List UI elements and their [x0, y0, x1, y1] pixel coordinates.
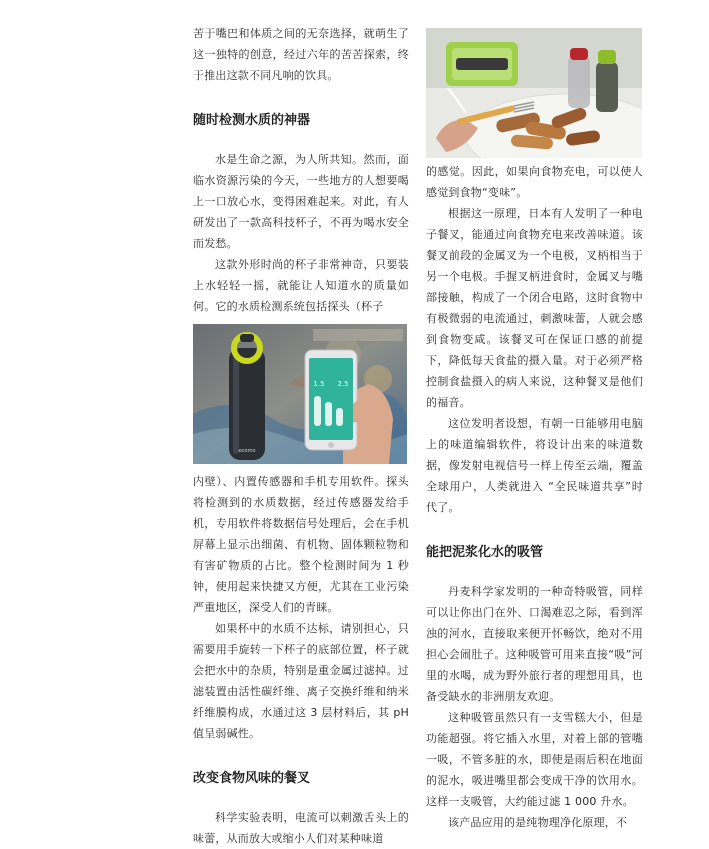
paragraph: 内壁）、内置传感器和手机专用软件。探头将检测到的水质数据，经过传感器发给手机，专用软件将数据信号处理后，会在手机屏幕上显示出细菌、有机物、固体颗粒物和有害矿物质的占比。整个检测时间为 1 秒钟，使用起来快捷又方便，尤其在工业污染严重地区，深受人们的青睐。	[193, 475, 409, 614]
paragraph: 水是生命之源，为人所共知。然而，面临水资源污染的今天，一些地方的人想要喝上一口放心水，变得困难起来。对此，有人研发出了一款高科技杯子，不再为喝水安全而发愁。	[193, 153, 409, 250]
right-column	[426, 0, 643, 833]
paragraph: 这位发明者设想，有朝一日能够用电脑上的味道编辑软件，将设计出来的味道数据，像发射电视信号一样上传至云端，覆盖全球用户，人类就进入 “全民味道共享”时代了。	[426, 417, 643, 514]
paragraph: 科学实验表明，电流可以刺激舌头上的味蕾，从而放大或缩小人们对某种味道	[193, 811, 409, 845]
paragraph: 丹麦科学家发明的一种奇特吸管，同样可以让你出门在外、口渴难忍之际，看到浑浊的河水，直接取来便开怀畅饮，绝对不用担心会闹肚子。这种吸管可用来直接“吸”河里的水喝，成为野外旅行者的理想用具，也备受缺水的非洲朋友欢迎。	[426, 585, 643, 703]
smart-cup-photo	[193, 324, 407, 464]
paragraph: 这种吸管虽然只有一支雪糕大小，但是功能超强。将它插入水里，对着上部的管嘴一吸，不管多脏的水，即使是雨后积在地面的泥水，吸进嘴里都会变成干净的饮用水。这样一支吸管，大约能过滤 1 000 升水。	[426, 711, 643, 808]
section-heading-straw: 能把泥浆化水的吸管	[426, 545, 544, 560]
phone-reading-1: 1.5	[313, 380, 325, 388]
section-heading-fork: 改变食物风味的餐叉	[193, 771, 311, 786]
paragraph: 如果杯中的水质不达标，请别担心，只需要用手旋转一下杯子的底部位置，杯子就会把水中的杂质，特别是重金属过滤掉。过滤装置由活性碳纤维、离子交换纤维和纳米纤维膜构成，水通过这 3 层材料后，其 pH 值呈弱碱性。	[193, 622, 409, 740]
paragraph: 该产品应用的是纯物理净化原理，不	[448, 816, 628, 829]
cup-brand-label: ecomo	[238, 448, 256, 454]
left-column	[193, 0, 409, 849]
paragraph: 根据这一原理，日本有人发明了一种电子餐叉，能通过向食物充电来改善味道。该餐叉前段的金属叉为一个电极，叉柄相当于另一个电极。手握叉柄进食时，金属叉与嘴部接触，构成了一个闭合电路，这时食物中有极微弱的电流通过，刺激味蕾，人就会感到食物变咸。该餐叉可在保证口感的前提下，降低每天食盐的摄入量。对于必须严格控制食盐摄入的病人来说，这种餐叉是他们的福音。	[426, 207, 643, 409]
section-heading-water-cup: 随时检测水质的神器	[193, 113, 311, 128]
smart-cup	[229, 334, 265, 460]
phone-reading-2: 2.5	[337, 380, 349, 388]
electric-fork-illustration	[426, 28, 642, 158]
paragraph: 这款外形时尚的杯子非常神奇，只要装上水轻轻一摇，就能让人知道水的质量如何。它的水质检测系统包括探头（杯子	[193, 258, 409, 313]
intro-paragraph: 苦于嘴巴和体质之间的无奈选择，就萌生了这一独特的创意，经过六年的苦苦探索，终于推出这款不同凡响的饮具。	[193, 27, 409, 82]
electric-fork-photo	[426, 28, 642, 158]
charger-box	[446, 42, 518, 86]
smart-cup-illustration	[193, 324, 407, 464]
paragraph: 的感觉。因此，如果向食物充电，可以使人感觉到食物“变味”。	[426, 165, 643, 199]
